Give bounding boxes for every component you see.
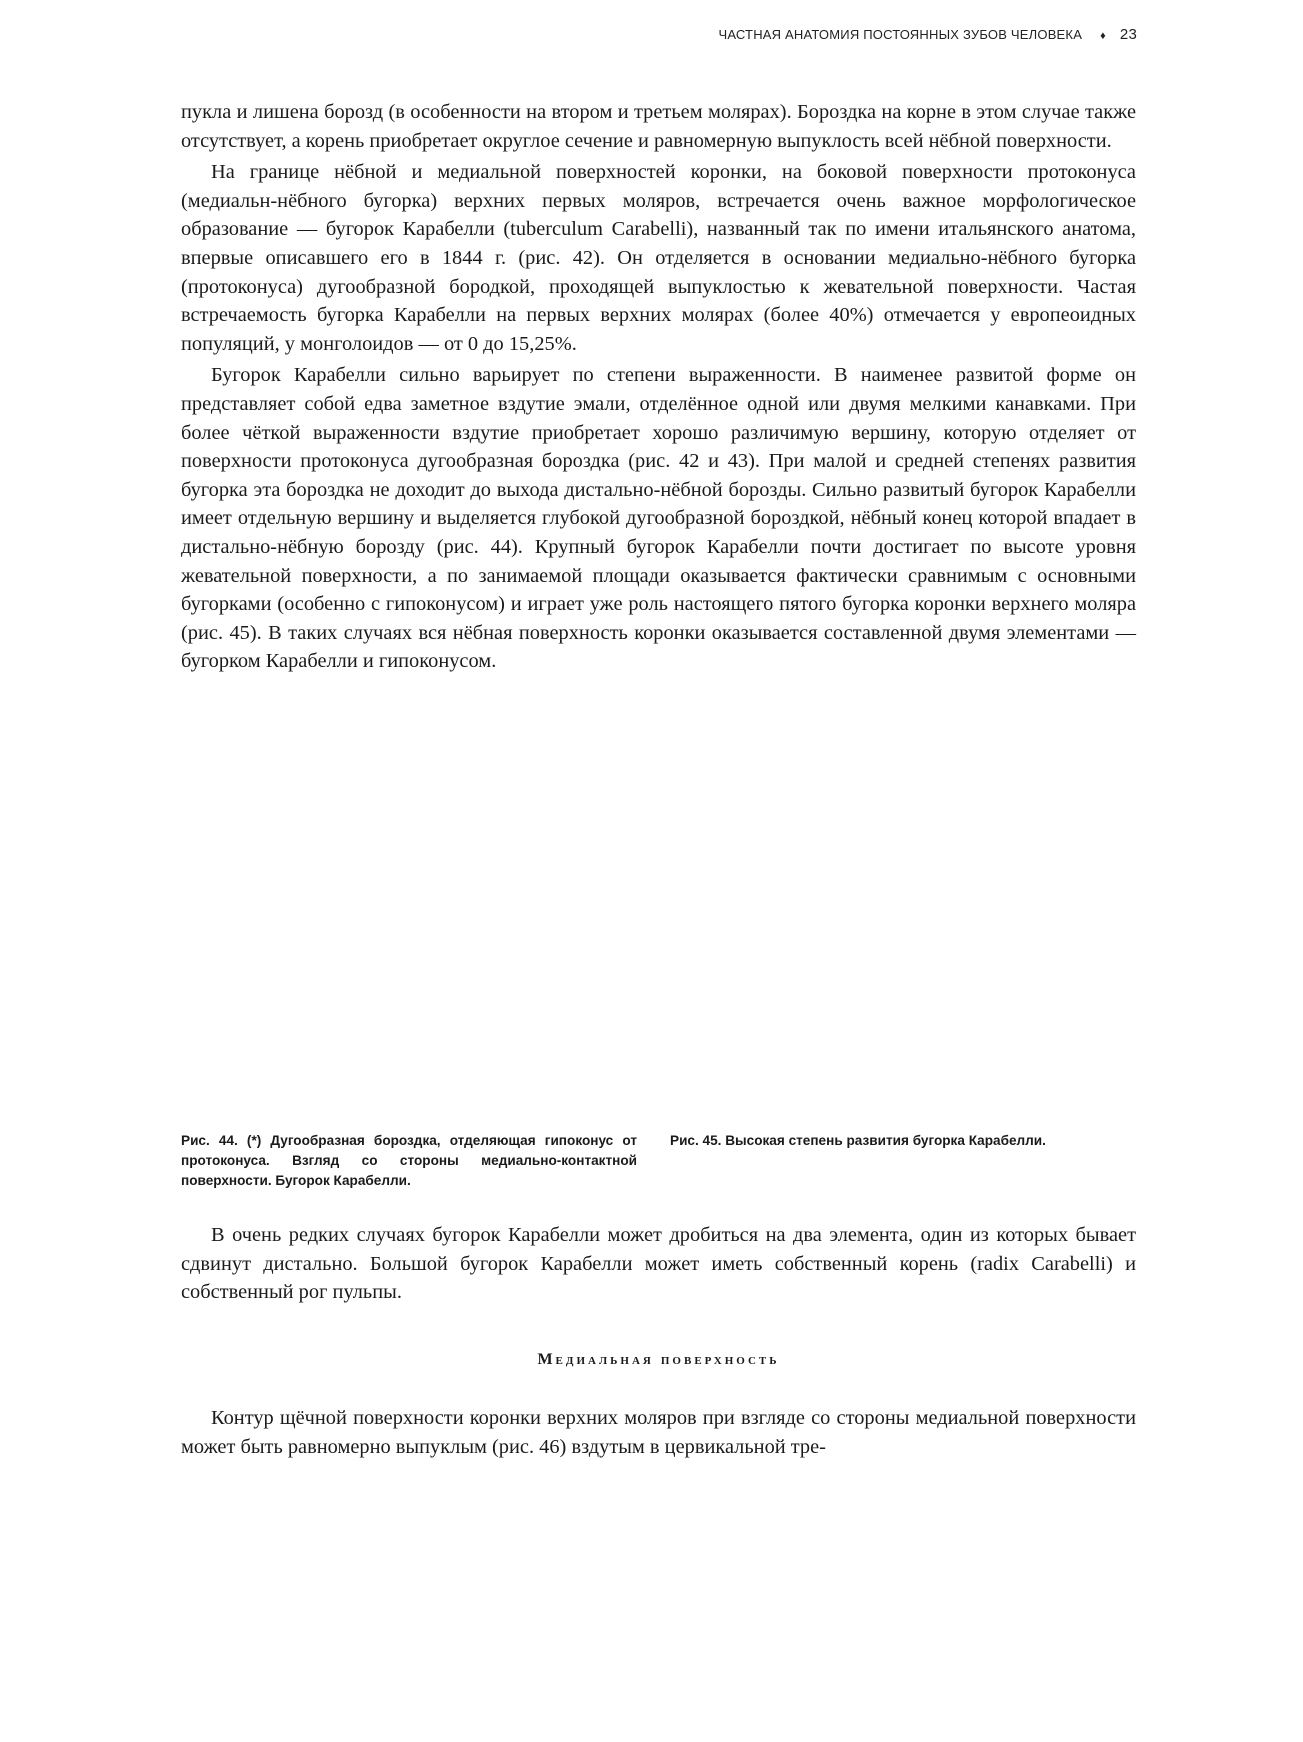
body-text-after-figures	[181, 1221, 1136, 1307]
paragraph-rare-cases: В очень редких случаях бугорок Карабелли может дробиться на два элемента, один из которых бывает сдвинут дистально. Большой бугорок Карабелли может иметь собственный корень (radix Carabelli) и собственный рог пульпы.	[181, 1224, 1136, 1304]
figure-44-caption: Рис. 44. (*) Дугообразная бороздка, отделяющая гипоконус от протоконуса. Взгляд со стороны медиально-контактной поверхности. Бугорок Карабелли.	[181, 1133, 637, 1188]
paragraph-carabelli-intro: На границе нёбной и медиальной поверхностей коронки, на боковой поверхности протоконуса (медиальн-нёбного бугорка) верхних первых моляров, встречается очень важное морфологическое образование — бугорок Карабелли (tuberculum Carabelli), названный так по имени итальянского анатома, впервые описавшего его в 1844 г. (рис. 42). Он отделяется в основании медиально-нёбного бугорка (протоконуса) дугообразной бородкой, проходящей выпуклостью к жевательной поверхности. Частая встречаемость бугорка Карабелли на первых верхних молярах (более 40%) отмечается у европеоидных популяций, у монголоидов — от 0 до 15,25%.	[181, 161, 1136, 355]
body-text-top	[181, 98, 1136, 676]
running-title: ЧАСТНАЯ АНАТОМИЯ ПОСТОЯННЫХ ЗУБОВ ЧЕЛОВЕКА	[718, 27, 1083, 42]
paragraph-medial-contour: Контур щёчной поверхности коронки верхних моляров при взгляде со стороны медиальной поверхности может быть равномерно выпуклым (рис. 46) вздутым в цервикальной тре-	[181, 1407, 1136, 1458]
section-heading: Медиальная поверхность	[537, 1351, 780, 1368]
running-header	[718, 26, 1137, 43]
body-text-medial-surface	[181, 1404, 1136, 1461]
page-number: 23	[1119, 26, 1137, 43]
paragraph-continuation: пукла и лишена борозд (в особенности на втором и третьем молярах). Бороздка на корне в этом случае также отсутствует, а корень приобретает округлое сечение и равномерную выпуклость всей нёбной поверхности.	[181, 101, 1136, 152]
diamond-separator-icon: ♦	[1100, 30, 1106, 42]
paragraph-carabelli-variation: Бугорок Карабелли сильно варьирует по степени выраженности. В наименее развитой форме он представляет собой едва заметное вздутие эмали, отделённое одной или двумя мелкими канавками. При более чёткой выраженности вздутие приобретает хорошо различимую вершину, которую отделяет от поверхности протоконуса дугообразная бороздка (рис. 42 и 43). При малой и средней степенях развития бугорка эта бороздка не доходит до выхода дистально-нёбной борозды. Сильно развитый бугорок Карабелли имеет отдельную вершину и выделяется глубокой дугообразной бороздкой, нёбный конец которой впадает в дистально-нёбную борозду (рис. 44). Крупный бугорок Карабелли почти достигает по высоте уровня жевательной поверхности, а по занимаемой площади оказывается фактически сравнимым с основными бугорками (особенно с гипоконусом) и играет уже роль настоящего пятого бугорка коронки верхнего моляра (рис. 45). В таких случаях вся нёбная поверхность коронки оказывается составленной двумя элементами — бугорком Карабелли и гипоконусом.	[181, 364, 1136, 673]
figure-area-blank	[181, 790, 1136, 1120]
figure-45-caption: Рис. 45. Высокая степень развития бугорка Карабелли.	[670, 1133, 1046, 1148]
